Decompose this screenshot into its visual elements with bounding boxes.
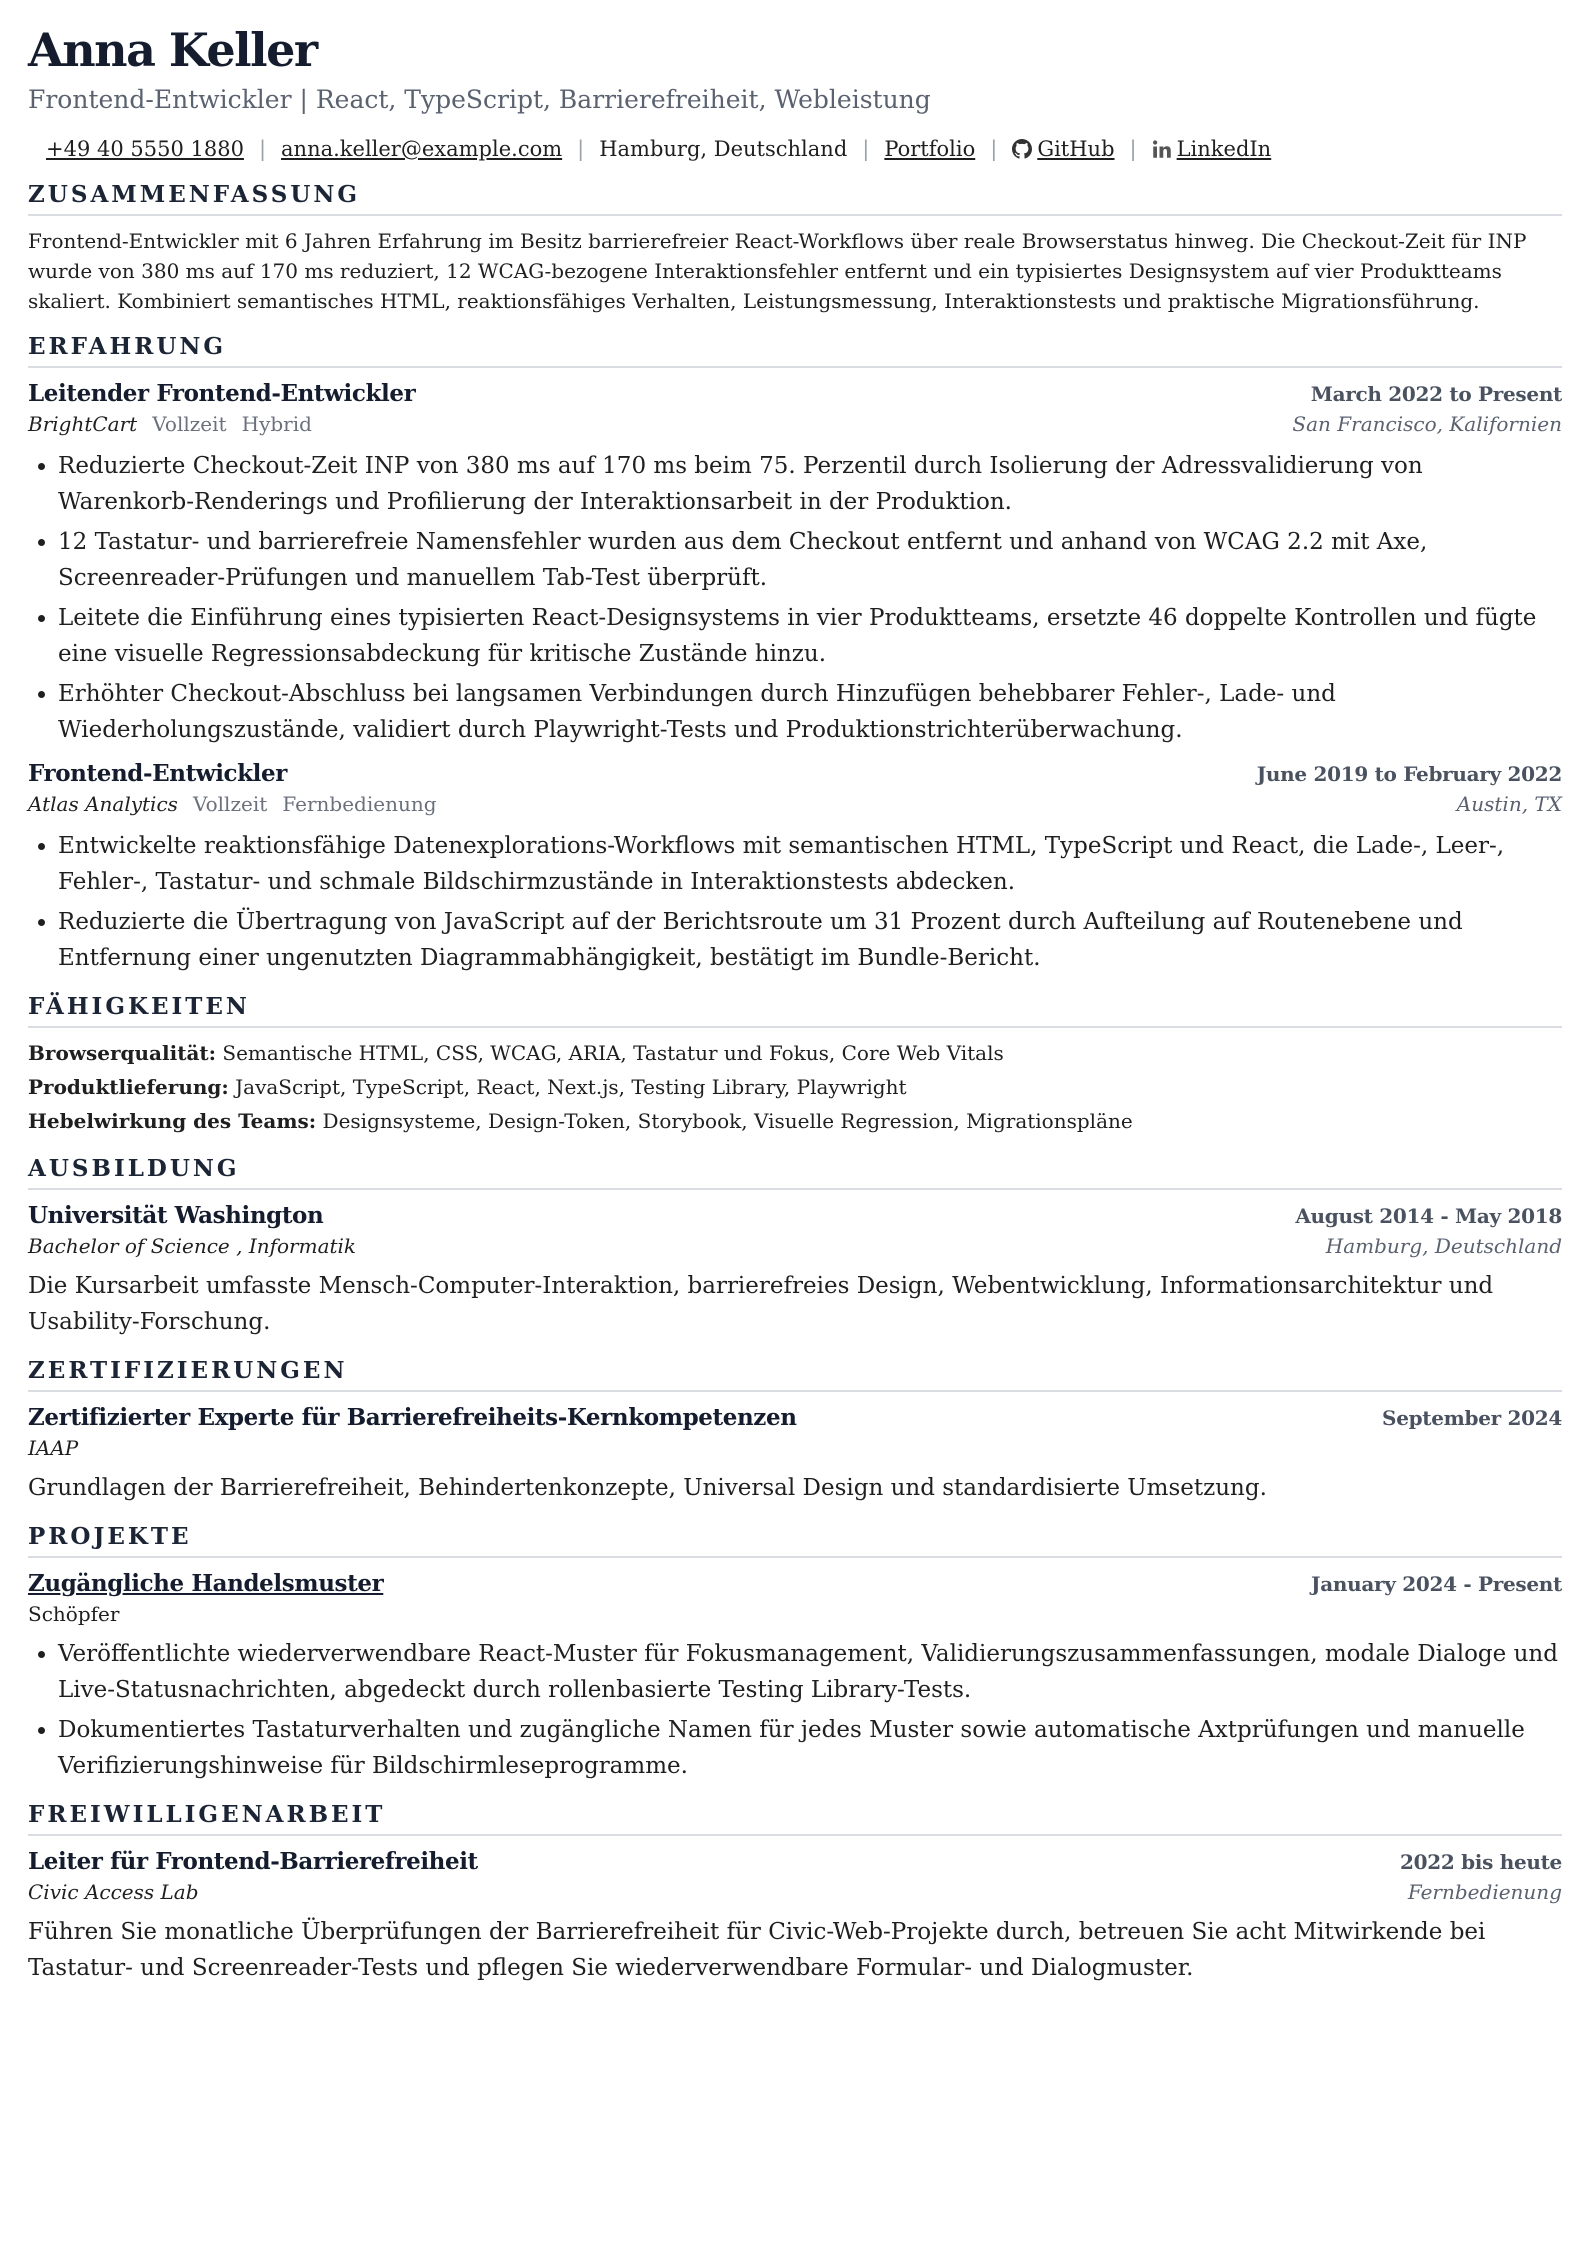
certification-issuer: IAAP — [28, 1436, 79, 1460]
location-text: Hamburg, Deutschland — [599, 137, 848, 161]
skill-value: Designsysteme, Design-Token, Storybook, Visuelle Regression, Migrationspläne — [322, 1109, 1133, 1133]
contact-bar — [28, 134, 1562, 164]
separator: | — [577, 137, 585, 161]
list-item: • Erhöhter Checkout-Abschluss bei langsamen Verbindungen durch Hinzufügen behebbarer Fehler-, Lade- und Wiederholungszustände, validiert durch Playwright-Tests und Produktionstrichterüberwachung. — [58, 676, 1562, 748]
certification-description: Grundlagen der Barrierefreiheit, Behindertenkonzepte, Universal Design und standardisierte Umsetzung. — [28, 1475, 1267, 1501]
certification-title: Zertifizierter Experte für Barrierefreiheits-Kernkompetenzen — [28, 1404, 797, 1431]
phone-link[interactable]: +49 40 5550 1880 — [46, 137, 244, 161]
volunteer-role: Leiter für Frontend-Barrierefreiheit — [28, 1848, 478, 1875]
volunteer-entry — [28, 1848, 1562, 1986]
list-item: • 12 Tastatur- und barrierefreie Namensfehler wurden aus dem Checkout entfernt und anhand von WCAG 2.2 mit Axe, Screenreader-Prüfungen und manuellem Tab-Test überprüft. — [58, 524, 1562, 596]
skill-label: Browserqualität: — [28, 1041, 217, 1065]
candidate-name: Anna Keller — [28, 23, 317, 77]
certification-date: September 2024 — [1382, 1406, 1562, 1430]
volunteer-location: Fernbedienung — [1407, 1880, 1562, 1904]
section-title-volunteer: FREIWILLIGENARBEIT — [28, 1800, 1562, 1836]
linkedin-link[interactable]: LinkedIn — [1176, 137, 1272, 161]
list-item: • Leitete die Einführung eines typisierten React-Designsystems in vier Produktteams, ersetzte 46 doppelte Kontrollen und fügte eine visuelle Regressionsabdeckung für kritische Zustände hinzu. — [58, 600, 1562, 672]
section-title-experience: ERFAHRUNG — [28, 332, 1562, 368]
education-location: Hamburg, Deutschland — [1325, 1234, 1562, 1258]
certification-entry — [28, 1404, 1562, 1506]
volunteer-description: Führen Sie monatliche Überprüfungen der Barrierefreiheit für Civic-Web-Projekte durch, betreuen Sie acht Mitwirkende bei Tastatur- und Screenreader-Tests und pflegen Sie wiederverwendbare Formular- und Dialogmuster. — [28, 1919, 1486, 1981]
linkedin-icon — [1152, 139, 1172, 159]
skill-value: JavaScript, TypeScript, React, Next.js, Testing Library, Playwright — [235, 1075, 907, 1099]
project-title-link[interactable]: Zugängliche Handelsmuster — [28, 1570, 384, 1597]
separator: | — [258, 137, 267, 161]
list-item: • Reduzierte die Übertragung von JavaScript auf der Berichtsroute um 31 Prozent durch Aufteilung auf Routenebene und Entfernung einer ungenutzten Diagrammabhängigkeit, bestätigt im Bundle-Bericht. — [58, 904, 1562, 976]
separator: | — [862, 137, 870, 161]
skill-row — [28, 1070, 1562, 1104]
linkedin-link-wrapper[interactable] — [1152, 134, 1272, 164]
list-item: • Dokumentiertes Tastaturverhalten und zugängliche Namen für jedes Muster sowie automatische Axtprüfungen und manuelle Verifizierungshinweise für Bildschirmleseprogramme. — [58, 1712, 1562, 1784]
github-link-wrapper[interactable] — [1012, 134, 1114, 164]
skills-list — [28, 1036, 1562, 1138]
list-item: • Reduzierte Checkout-Zeit INP von 380 ms auf 170 ms beim 75. Perzentil durch Isolierung der Adressvalidierung von Warenkorb-Renderings und Profilierung der Interaktionsarbeit in der Produktion. — [58, 448, 1562, 520]
school-name: Universität Washington — [28, 1202, 324, 1229]
experience-entry — [28, 760, 1562, 976]
skill-row — [28, 1104, 1562, 1138]
job-title: Leitender Frontend-Entwickler — [28, 380, 416, 407]
github-link[interactable]: GitHub — [1037, 137, 1115, 161]
project-bullets — [28, 1636, 1562, 1784]
separator: | — [1129, 137, 1137, 161]
skill-label: Hebelwirkung des Teams: — [28, 1109, 317, 1133]
experience-entry — [28, 380, 1562, 748]
section-title-skills: FÄHIGKEITEN — [28, 992, 1562, 1028]
list-item: • Entwickelte reaktionsfähige Datenexplorations-Workflows mit semantischen HTML, TypeScript und React, die Lade-, Leer-, Fehler-, Tastatur- und schmale Bildschirmzustände in Interaktionstests abdecken. — [58, 828, 1562, 900]
employment-type: Vollzeit — [193, 792, 268, 816]
portfolio-link[interactable]: Portfolio — [884, 137, 976, 161]
skill-label: Produktlieferung: — [28, 1075, 229, 1099]
job-location: Austin, TX — [1456, 792, 1562, 816]
section-title-education: AUSBILDUNG — [28, 1154, 1562, 1190]
education-description: Die Kursarbeit umfasste Mensch-Computer-Interaktion, barrierefreies Design, Webentwicklung, Informationsarchitektur und Usability-Forschung. — [28, 1273, 1494, 1335]
job-bullets — [28, 828, 1562, 976]
skill-value: Semantische HTML, CSS, WCAG, ARIA, Tastatur und Fokus, Core Web Vitals — [222, 1041, 1004, 1065]
job-location: San Francisco, Kalifornien — [1292, 412, 1562, 436]
list-item: • Veröffentlichte wiederverwendbare React-Muster für Fokusmanagement, Validierungszusammenfassungen, modale Dialoge und Live-Statusnachrichten, abgedeckt durch rollenbasierte Testing Library-Tests. — [58, 1636, 1562, 1708]
separator: | — [990, 137, 998, 161]
education-date: August 2014 - May 2018 — [1295, 1204, 1562, 1228]
company-name: Atlas Analytics — [28, 792, 178, 816]
section-title-summary: ZUSAMMENFASSUNG — [28, 180, 1562, 216]
company-name: BrightCart — [28, 412, 138, 436]
education-entry — [28, 1202, 1562, 1340]
headline: Frontend-Entwickler | React, TypeScript, Barrierefreiheit, Webleistung — [28, 85, 931, 114]
skill-row — [28, 1036, 1562, 1070]
volunteer-date: 2022 bis heute — [1399, 1850, 1562, 1874]
email-link[interactable]: anna.keller@example.com — [281, 137, 563, 161]
summary-text: Frontend-Entwickler mit 6 Jahren Erfahrung im Besitz barrierefreier React-Workflows über reale Browserstatus hinweg. Die Checkout-Zeit für INP wurde von 380 ms auf 170 ms reduziert, 12 WCAG-bezogene Interaktionsfehler entfernt und ein typisiertes Designsystem auf vier Produktteams skaliert. Kombiniert semantisches HTML, reaktionsfähiges Verhalten, Leistungsmessung, Interaktionstests und praktische Migrationsführung. — [28, 229, 1527, 313]
github-icon — [1012, 139, 1032, 159]
job-date: March 2022 to Present — [1310, 382, 1562, 406]
work-mode: Hybrid — [241, 412, 312, 436]
job-date: June 2019 to February 2022 — [1256, 762, 1562, 786]
project-role: Schöpfer — [28, 1602, 120, 1626]
section-title-certifications: ZERTIFIZIERUNGEN — [28, 1356, 1562, 1392]
job-bullets — [28, 448, 1562, 748]
volunteer-org: Civic Access Lab — [28, 1880, 199, 1904]
section-title-projects: PROJEKTE — [28, 1522, 1562, 1558]
project-date: January 2024 - Present — [1311, 1572, 1562, 1596]
degree: Bachelor of Science , Informatik — [28, 1234, 357, 1258]
project-entry — [28, 1570, 1562, 1784]
employment-type: Vollzeit — [152, 412, 227, 436]
job-title: Frontend-Entwickler — [28, 760, 287, 787]
work-mode: Fernbedienung — [282, 792, 437, 816]
